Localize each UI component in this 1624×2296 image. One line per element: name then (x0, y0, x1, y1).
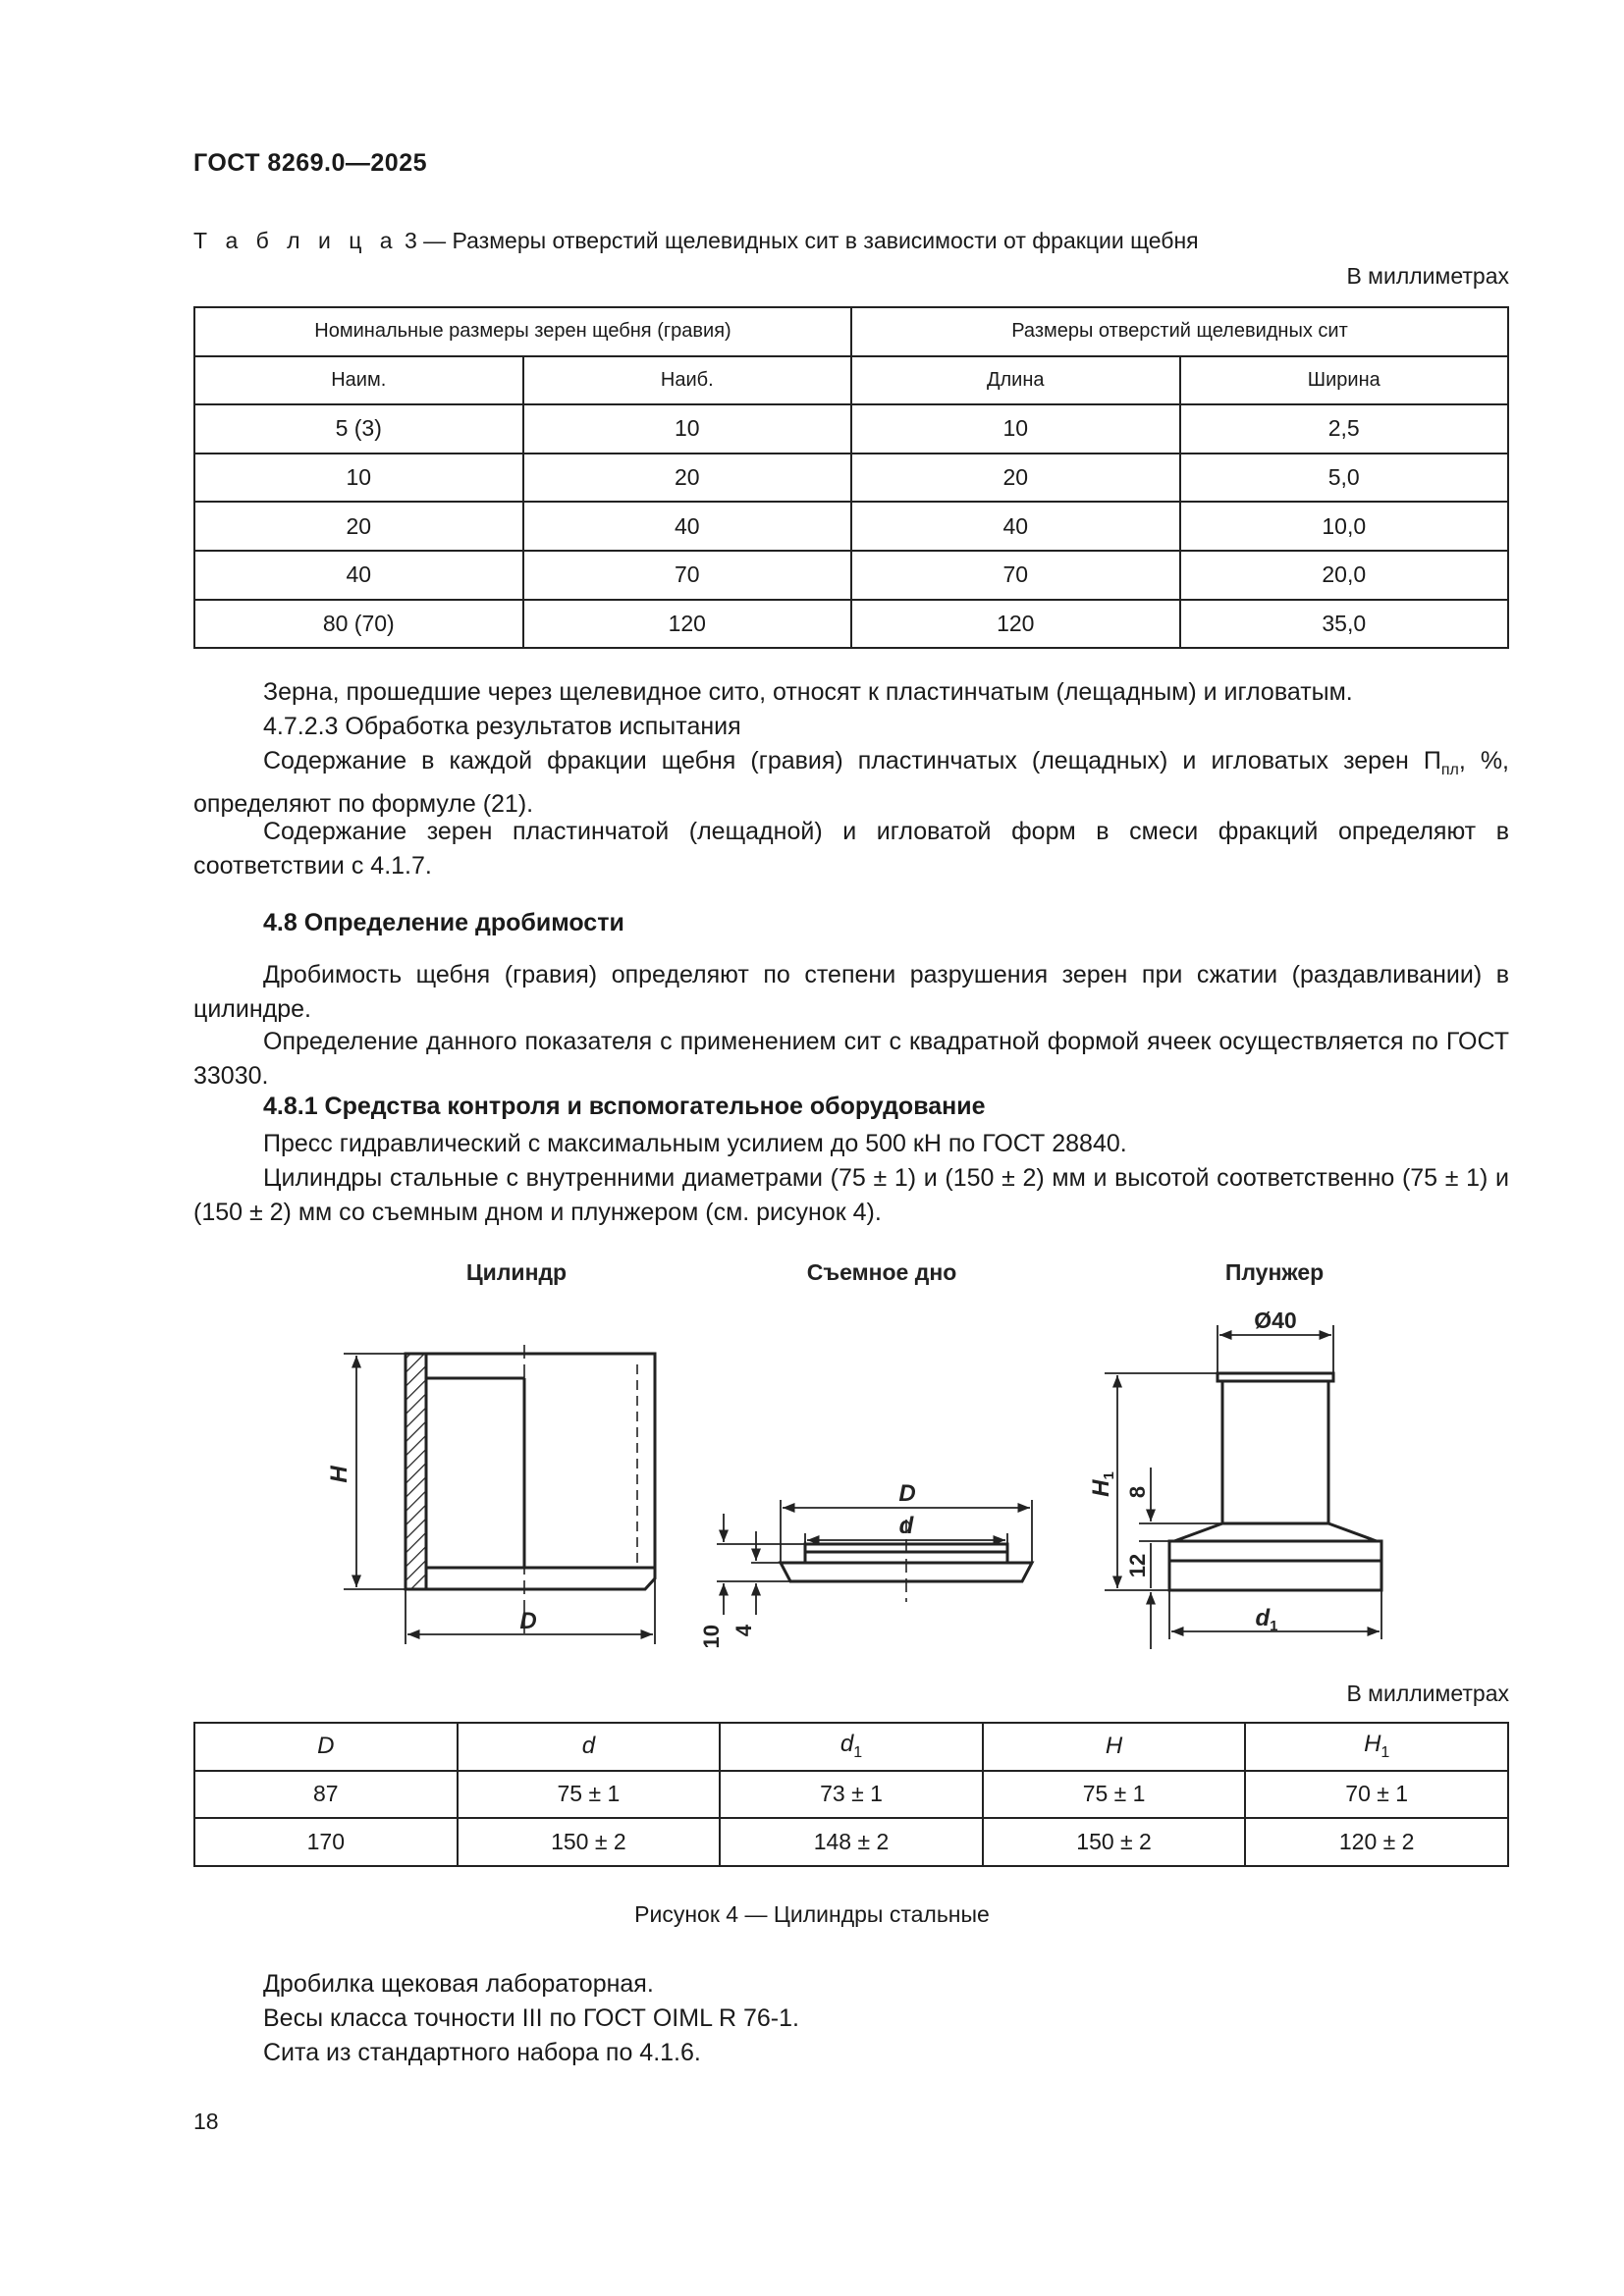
document-header: ГОСТ 8269.0—2025 (193, 149, 428, 177)
table-cell: 10 (194, 454, 523, 503)
paragraph: Дробилка щековая лабораторная. (263, 1970, 654, 1998)
table3-caption-text: 3 — Размеры отверстий щелевидных сит в зависимости от фракции щебня (404, 228, 1199, 253)
header-symbol: d (839, 1731, 854, 1758)
table-cell: 20 (523, 454, 852, 503)
paragraph: Пресс гидравлический с максимальным усилием до 500 кН по ГОСТ 28840. (263, 1130, 1127, 1157)
header-subscript: 1 (1380, 1744, 1390, 1762)
table-cell: 170 (194, 1818, 458, 1866)
paragraph: Зерна, прошедшие через щелевидное сито, относят к пластинчатым (лещадным) и игловатым. (263, 678, 1353, 706)
table-header-cell (720, 1723, 983, 1771)
table-cell: 150 ± 2 (458, 1818, 721, 1866)
table-row (194, 1771, 1508, 1819)
table-cell: 35,0 (1180, 600, 1509, 649)
table-cell: 40 (194, 551, 523, 600)
table-cell: 148 ± 2 (720, 1818, 983, 1866)
header-symbol: H (1364, 1731, 1381, 1758)
table3 (193, 306, 1509, 649)
table-cell: 5,0 (1180, 454, 1509, 503)
table-cell: 87 (194, 1771, 458, 1819)
table-cell: 120 ± 2 (1245, 1818, 1508, 1866)
dim-label-dia40: Ø40 (1254, 1308, 1297, 1333)
table-header-cell (194, 1723, 458, 1771)
paragraph (193, 744, 1509, 822)
table-row (194, 600, 1508, 649)
section-heading: 4.8 Определение дробимости (263, 909, 624, 936)
dim-label-d1-main: d (1255, 1605, 1271, 1631)
table-cell: 73 ± 1 (720, 1771, 983, 1819)
header-symbol: H (1105, 1733, 1123, 1760)
table-cell: 120 (523, 600, 852, 649)
table-cell: 10 (851, 404, 1180, 454)
figure-title-plunger: Плунжер (1224, 1259, 1325, 1285)
header-subscript: 1 (853, 1744, 863, 1762)
dim-label-H1-sub: 1 (1101, 1471, 1117, 1480)
table-header-row (194, 307, 1508, 356)
table-row (194, 404, 1508, 454)
figure-4-drawing (295, 1247, 1414, 1679)
table-header-cell (983, 1723, 1246, 1771)
table-row (194, 454, 1508, 503)
dim-label-H1 (1088, 1471, 1117, 1497)
figure-title-cylinder: Цилиндр (465, 1259, 568, 1285)
table-header-cell: Наиб. (523, 356, 852, 405)
table-cell: 70 (851, 551, 1180, 600)
dim-label-10: 10 (699, 1625, 724, 1649)
paragraph-text: Содержание в каждой фракции щебня (гравия) пластинчатых (лещадных) и игловатых зерен (263, 747, 1409, 774)
table-cell: 80 (70) (194, 600, 523, 649)
table-row (194, 551, 1508, 600)
table-cell: 20 (194, 502, 523, 551)
table-cell: 20 (851, 454, 1180, 503)
table-cell: 40 (851, 502, 1180, 551)
table-cell: 5 (3) (194, 404, 523, 454)
table-header-cell: Длина (851, 356, 1180, 405)
removable-bottom-drawing (699, 1480, 1032, 1648)
table-cell: 70 ± 1 (1245, 1771, 1508, 1819)
table3-unit: В миллиметрах (1346, 263, 1509, 289)
table-header-cell: Номинальные размеры зерен щебня (гравия) (194, 307, 851, 356)
dim-label-d1-sub: 1 (1270, 1618, 1278, 1634)
table-header-cell (1245, 1723, 1508, 1771)
formula-symbol: П (1423, 747, 1441, 774)
paragraph: Цилиндры стальные с внутренними диаметрами (75 ± 1) и (150 ± 2) мм и высотой соответственно (75 ± 1) и (150 ± 2) мм со съемным дном и плунжером (см. рисунок 4). (193, 1164, 1509, 1226)
paragraph: 4.7.2.3 Обработка результатов испытания (263, 713, 741, 740)
table-cell: 120 (851, 600, 1180, 649)
table-header-row (194, 356, 1508, 405)
paragraph-text: , %, определяют по формуле (21). (193, 747, 1509, 818)
figure-caption: Рисунок 4 — Цилиндры стальные (634, 1901, 990, 1927)
paragraph: Содержание зерен пластинчатой (лещадной) и игловатой форм в смеси фракций определяют в соответствии с 4.1.7. (193, 818, 1509, 880)
table-cell: 40 (523, 502, 852, 551)
table-cell: 10 (523, 404, 852, 454)
header-symbol: D (317, 1733, 335, 1760)
table-header-row (194, 1723, 1508, 1771)
table-cell: 20,0 (1180, 551, 1509, 600)
table-header-cell: Наим. (194, 356, 523, 405)
dim-label-d: d (898, 1513, 914, 1539)
table3-caption (193, 228, 1199, 254)
paragraph: Дробимость щебня (гравия) определяют по степени разрушения зерен при сжатии (раздавливании) в цилиндре. (193, 961, 1509, 1023)
header-symbol: d (581, 1733, 596, 1760)
plunger-drawing (1088, 1308, 1381, 1649)
figure-title-bottom: Съемное дно (806, 1259, 957, 1285)
dim-label-12: 12 (1125, 1553, 1150, 1578)
dim-label-H: H (326, 1466, 352, 1483)
page-number: 18 (193, 2109, 219, 2134)
subsection-heading: 4.8.1 Средства контроля и вспомогательное оборудование (263, 1093, 986, 1120)
table-header-cell: Ширина (1180, 356, 1509, 405)
dim-label-D: D (519, 1608, 537, 1634)
formula-subscript: пл (1440, 762, 1459, 778)
table3-caption-label: Т а б л и ц а (193, 228, 399, 253)
paragraph: Сита из стандартного набора по 4.1.6. (263, 2039, 701, 2066)
table-header-cell (458, 1723, 721, 1771)
table-cell: 2,5 (1180, 404, 1509, 454)
table-cell: 150 ± 2 (983, 1818, 1246, 1866)
paragraph: Весы класса точности III по ГОСТ OIML R 76-1. (263, 2004, 799, 2032)
table-header-cell: Размеры отверстий щелевидных сит (851, 307, 1508, 356)
dim-label-H1-main: H (1088, 1479, 1114, 1497)
dim-label-4: 4 (731, 1625, 756, 1637)
dim-label-d1 (1255, 1605, 1277, 1634)
table-cell: 75 ± 1 (983, 1771, 1246, 1819)
table-cell: 10,0 (1180, 502, 1509, 551)
table-row (194, 1818, 1508, 1866)
table-cell: 75 ± 1 (458, 1771, 721, 1819)
table4 (193, 1722, 1509, 1867)
table-cell: 70 (523, 551, 852, 600)
table-row (194, 502, 1508, 551)
dim-label-D-bottom: D (898, 1480, 916, 1507)
table4-unit: В миллиметрах (1346, 1681, 1509, 1706)
paragraph: Определение данного показателя с применением сит с квадратной формой ячеек осуществляется по ГОСТ 33030. (193, 1028, 1509, 1090)
cylinder-drawing (326, 1345, 655, 1644)
dim-label-8: 8 (1125, 1485, 1150, 1499)
